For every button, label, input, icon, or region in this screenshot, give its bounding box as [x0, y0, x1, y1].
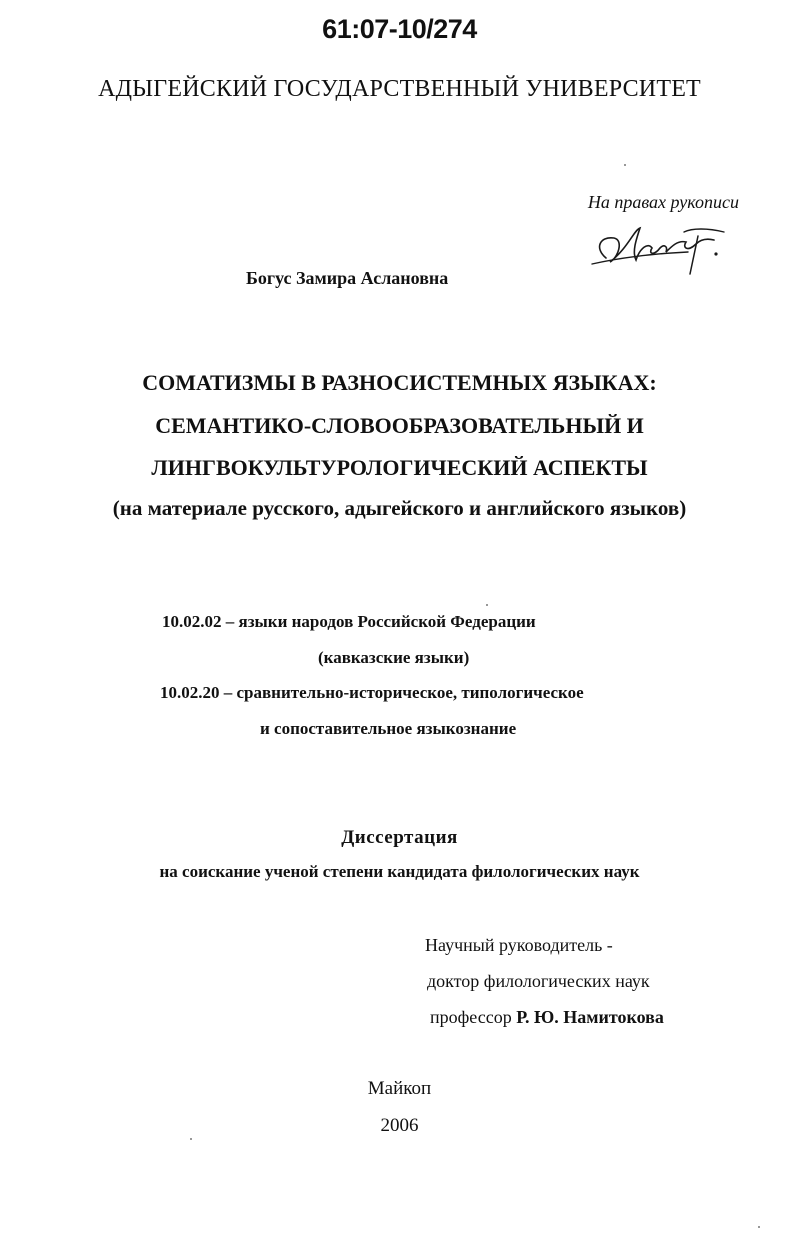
dissertation-degree-text: на соискание ученой степени кандидата филологических наук: [159, 862, 640, 881]
author-name: Богус Замира Аслановна: [246, 268, 449, 288]
scan-speck: [190, 1138, 192, 1140]
advisor-rank: профессор: [430, 1007, 517, 1027]
specialty-line-2: (кавказские языки): [318, 648, 470, 667]
title-subtitle: (на материале русского, адыгейского и английского языков): [112, 496, 687, 520]
advisor-title-name: [430, 1007, 664, 1028]
year: 2006: [380, 1115, 419, 1136]
specialty-line-4: и сопоставительное языкознание: [260, 719, 517, 738]
title-line-3: ЛИНГВОКУЛЬТУРОЛОГИЧЕСКИЙ АСПЕКТЫ: [151, 455, 648, 480]
specialty-line-3: 10.02.20 – сравнительно-историческое, типологическое: [160, 683, 584, 702]
title-line-2: СЕМАНТИКО-СЛОВООБРАЗОВАТЕЛЬНЫЙ И: [155, 413, 644, 438]
scan-speck: [624, 164, 626, 166]
handwritten-signature: [588, 218, 738, 278]
title-line-1: СОМАТИЗМЫ В РАЗНОСИСТЕМНЫХ ЯЗЫКАХ:: [142, 370, 657, 395]
advisor-role: Научный руководитель -: [425, 935, 613, 955]
advisor-degree: доктор филологических наук: [427, 971, 650, 991]
city: Майкоп: [367, 1078, 432, 1099]
advisor-name: Р. Ю. Намитокова: [516, 1007, 664, 1027]
manuscript-note: На правах рукописи: [587, 192, 739, 212]
dissertation-heading: Диссертация: [341, 827, 458, 848]
specialty-line-1: 10.02.02 – языки народов Российской Федерации: [162, 612, 536, 631]
scan-speck: [486, 604, 488, 606]
university-name: АДЫГЕЙСКИЙ ГОСУДАРСТВЕННЫЙ УНИВЕРСИТЕТ: [98, 76, 701, 102]
catalog-number: 61:07-10/274: [322, 14, 477, 44]
scan-speck: [758, 1226, 760, 1228]
